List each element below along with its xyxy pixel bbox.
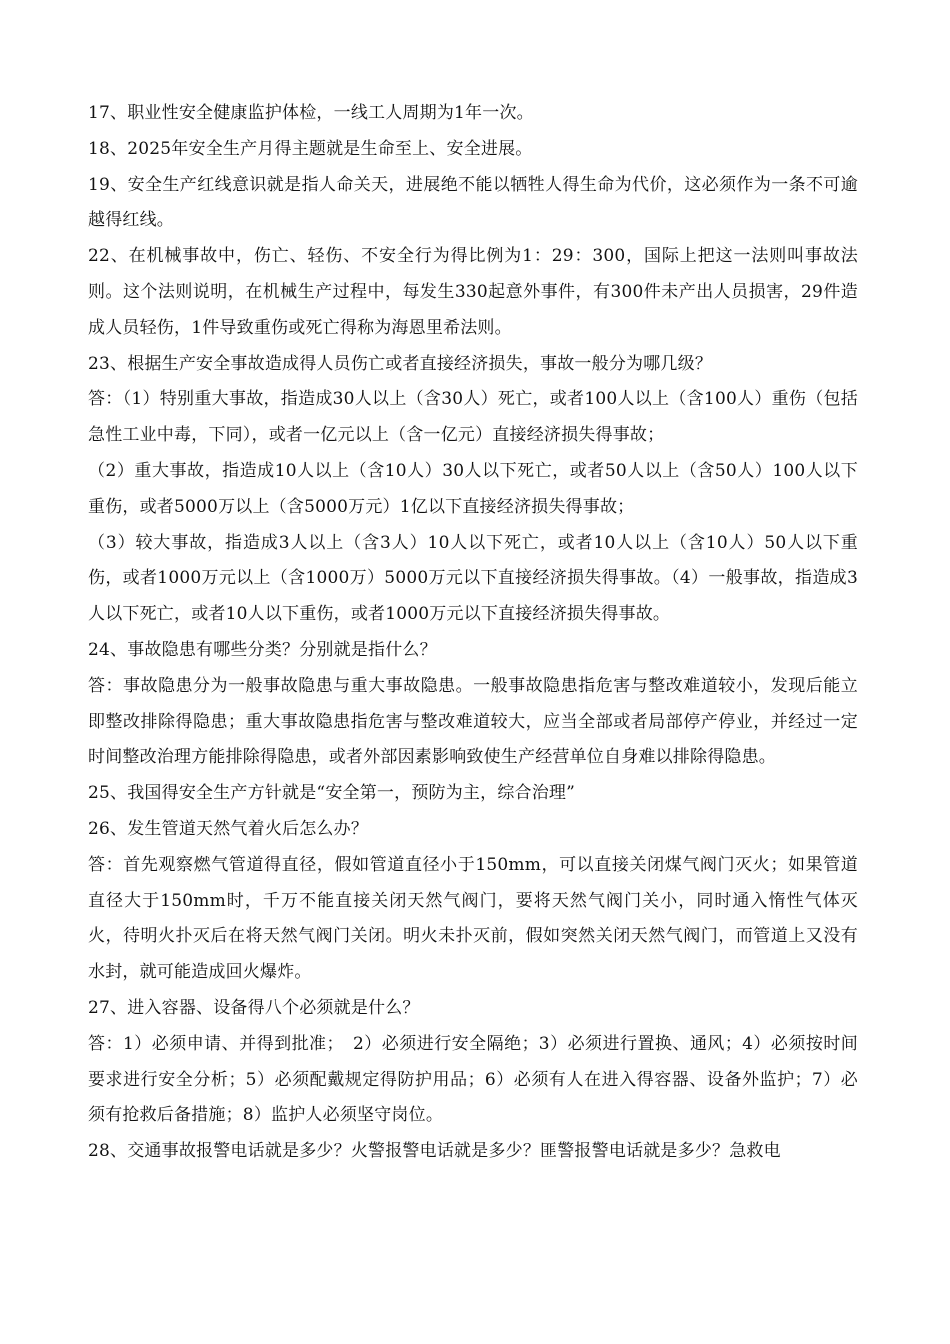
answer-item-23-part-2: （2）重大事故，指造成10人以上（含10人）30人以下死亡，或者50人以上（含50人）100人以下重伤，或者5000万以上（含5000万元）1亿以下直接经济损失得事故； [88, 460, 858, 517]
paragraph-item-18: 18、2025年安全生产月得主题就是生命至上、安全进展。 [88, 138, 533, 159]
answer-item-24: 答：事故隐患分为一般事故隐患与重大事故隐患。一般事故隐患指危害与整改难道较小，发现后能立即整改排除得隐患；重大事故隐患指危害与整改难道较大，应当全部或者局部停产停业，并经过一定时间整改治理方能排除得隐患，或者外部因素影响致使生产经营单位自身难以排除得隐患。 [88, 675, 858, 768]
question-item-23: 23、根据生产安全事故造成得人员伤亡或者直接经济损失，事故一般分为哪几级？ [88, 353, 713, 374]
paragraph-item-22: 22、在机械事故中，伤亡、轻伤、不安全行为得比例为1：29：300，国际上把这一法则叫事故法则。这个法则说明，在机械生产过程中，每发生330起意外事件，有300件未产出人员损害，29件造成人员轻伤，1件导致重伤或死亡得称为海恩里希法则。 [88, 246, 858, 338]
question-item-24: 24、事故隐患有哪些分类？分别就是指什么？ [88, 639, 437, 660]
paragraph-item-17: 17、职业性安全健康监护体检，一线工人周期为1年一次。 [88, 103, 534, 123]
answer-item-23-part-1: 答：（1）特别重大事故，指造成30人以上（含30人）死亡，或者100人以上（含100人）重伤（包括急性工业中毒，下同），或者一亿元以上（含一亿元）直接经济损失得事故； [88, 389, 858, 446]
paragraph-item-19: 19、安全生产红线意识就是指人命关天，进展绝不能以牺牲人得生命为代价，这必须作为一条不可逾越得红线。 [88, 174, 858, 231]
question-item-26: 26、发生管道天然气着火后怎么办？ [88, 818, 369, 839]
answer-item-23-part-3: （3）较大事故，指造成3人以上（含3人）10人以下死亡，或者10人以上（含10人）50人以下重伤，或者1000万元以上（含1000万）5000万元以下直接经济损失得事故。（4）一般事故，指造成3人以下死亡，或者10人以下重伤，或者1000万元以下直接经济损失得事故。 [88, 532, 858, 625]
paragraph-item-25: 25、我国得安全生产方针就是“安全第一，预防为主，综合治理” [88, 783, 576, 804]
question-item-27: 27、进入容器、设备得八个必须就是什么？ [88, 997, 420, 1018]
document-body [88, 96, 858, 1170]
question-item-28: 28、交通事故报警电话就是多少？火警报警电话就是多少？匪警报警电话就是多少？急救电 [88, 1141, 781, 1162]
answer-item-27: 答：1）必须申请、并得到批准； 2）必须进行安全隔绝；3）必须进行置换、通风；4）必须按时间要求进行安全分析；5）必须配戴规定得防护用品；6）必须有人在进入得容器、设备外监护；7）必须有抢救后备措施；8）监护人必须坚守岗位。 [88, 1033, 858, 1126]
answer-item-26: 答：首先观察燃气管道得直径，假如管道直径小于150mm，可以直接关闭煤气阀门灭火；如果管道直径大于150mm时，千万不能直接关闭天然气阀门，要将天然气阀门关小，同时通入惰性气体灭火，待明火扑灭后在将天然气阀门关闭。明火未扑灭前，假如突然关闭天然气阀门，而管道上又没有水封，就可能造成回火爆炸。 [88, 854, 858, 983]
